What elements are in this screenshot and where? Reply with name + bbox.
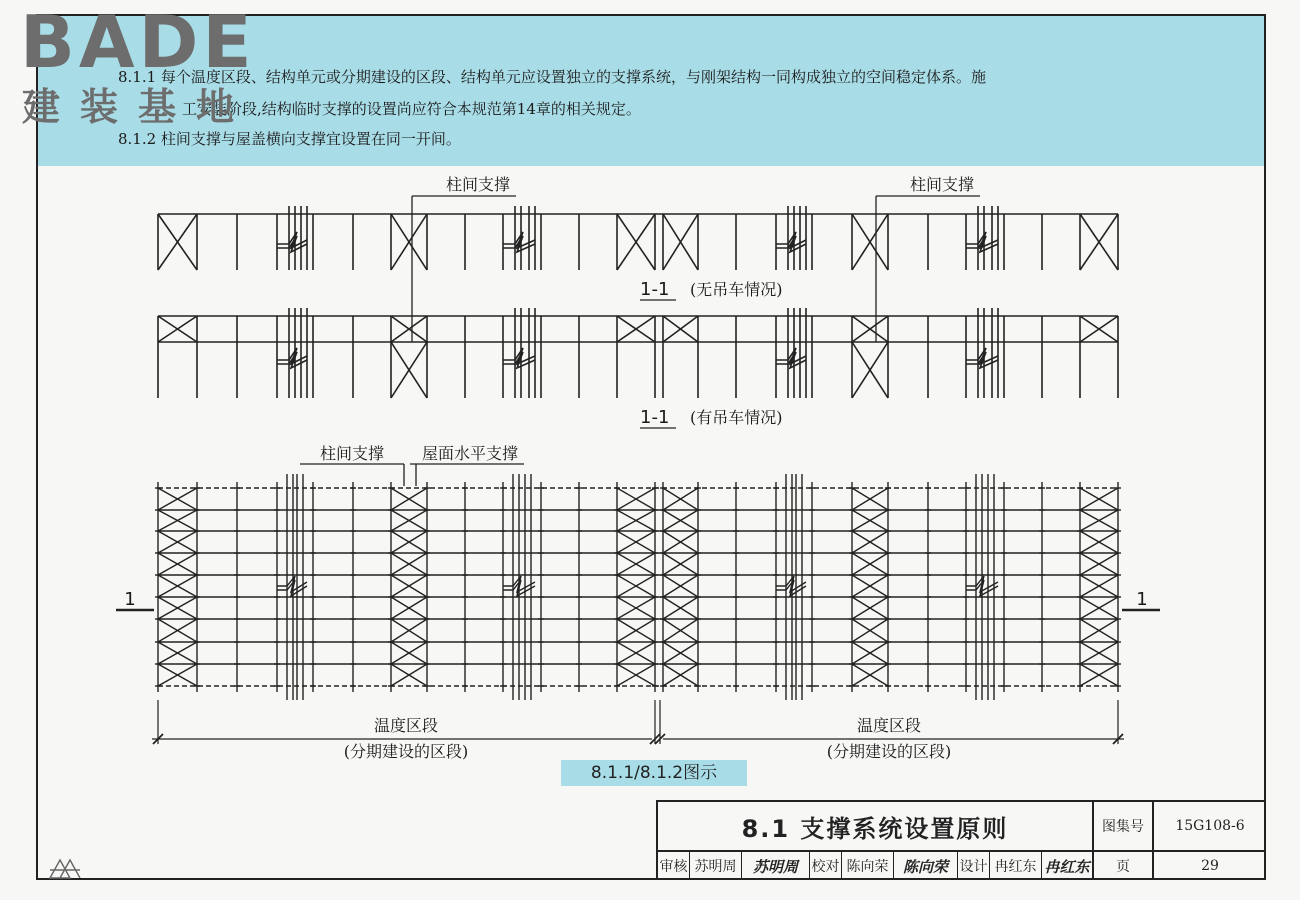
- roof-plan: [116, 474, 1160, 700]
- checker-name: 陈向荣: [842, 852, 894, 880]
- review-label: 审核: [658, 852, 690, 880]
- watermark-subtitle: 建装基地: [22, 85, 255, 129]
- elevation-with-crane: [158, 308, 1118, 398]
- check-label: 校对: [810, 852, 842, 880]
- reviewer-signature: 苏明周: [742, 852, 810, 880]
- atlas-number-label: 图集号: [1094, 802, 1154, 852]
- design-label: 设计: [958, 852, 990, 880]
- spec-text-8-1-1-line1: 8.1.1 每个温度区段、结构单元或分期建设的区段、结构单元应设置独立的支撑系统，与刚架结构一同构成独立的空间稳定体系。施: [118, 68, 986, 86]
- spec-text-8-1-1-line2: 工安装阶段,结构临时支撑的设置尚应符合本规范第14章的相关规定。: [182, 100, 641, 118]
- zone-dimension-lines: [152, 700, 1124, 744]
- reviewer-name: 苏明周: [690, 852, 742, 880]
- section-mark-with-crane: 1-1: [640, 407, 670, 428]
- title-block: [656, 800, 1266, 880]
- drawing-title: 8.1 支撑系统设置原则: [658, 802, 1094, 852]
- page-label: 页: [1094, 852, 1154, 880]
- zone-sub-left: (分期建设的区段): [343, 742, 469, 761]
- page-number: 29: [1201, 858, 1219, 874]
- leader-lines: [300, 196, 980, 486]
- designer-name: 冉红东: [990, 852, 1042, 880]
- label-bracing-right: 柱间支撑: [909, 175, 975, 194]
- figure-caption: 8.1.1/8.1.2图示: [561, 760, 747, 786]
- label-plan-col-bracing: 柱间支撑: [319, 444, 385, 463]
- checker-signature: 陈向荣: [894, 852, 958, 880]
- watermark-brand: BADE: [20, 0, 256, 84]
- zone-label-right: 温度区段: [856, 716, 922, 735]
- atlas-number: 15G108-6: [1154, 802, 1266, 852]
- caption-with-crane: (有吊车情况): [690, 408, 783, 427]
- label-plan-roof-bracing: 屋面水平支撑: [421, 444, 519, 463]
- corner-mark-icon: [46, 852, 86, 884]
- elevation-no-crane: [158, 206, 1118, 270]
- cut-mark-right: 1: [1136, 589, 1148, 610]
- cut-mark-left: 1: [124, 589, 136, 610]
- label-bracing-left: 柱间支撑: [445, 175, 511, 194]
- designer-signature: 冉红东: [1042, 852, 1094, 880]
- zone-label-left: 温度区段: [373, 716, 439, 735]
- section-mark-no-crane: 1-1: [640, 279, 670, 300]
- zone-sub-right: (分期建设的区段): [826, 742, 952, 761]
- spec-text-8-1-2: 8.1.2 柱间支撑与屋盖横向支撑宜设置在同一开间。: [118, 130, 461, 148]
- caption-no-crane: (无吊车情况): [690, 280, 783, 299]
